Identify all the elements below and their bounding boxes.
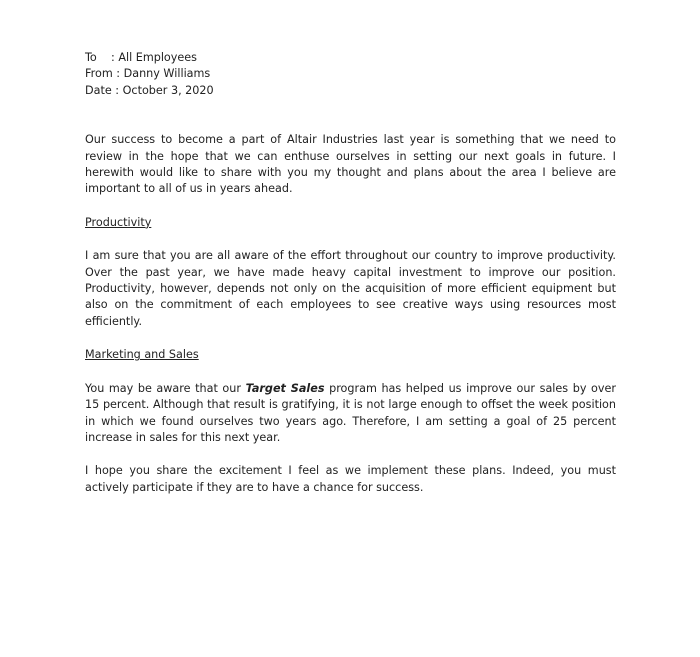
memo-document <box>85 50 616 496</box>
spacer <box>85 330 616 347</box>
spacer <box>85 198 616 215</box>
intro-paragraph: Our success to become a part of Altair Industries last year is something that we need to review in the hope that we can enthuse ourselves in setting our next goals in future. I herewith would like to share with you my thought and plans about the area I believe are important to all of us in years ahead. <box>85 133 616 196</box>
marketing-text-pre: You may be aware that our <box>85 381 246 395</box>
spacer <box>85 364 616 381</box>
target-sales-emphasis: Target Sales <box>245 381 325 395</box>
memo-date-line: Date : October 3, 2020 <box>85 83 214 97</box>
spacer <box>85 446 616 463</box>
productivity-heading: Productivity <box>85 215 152 229</box>
marketing-sales-heading: Marketing and Sales <box>85 348 199 362</box>
memo-to-line: To : All Employees <box>85 51 197 64</box>
spacer <box>85 99 616 132</box>
marketing-sales-paragraph <box>85 381 616 447</box>
productivity-paragraph: I am sure that you are all aware of the effort throughout our country to improve productivity. Over the past year, we have made heavy capital investment to improve our position. Productivity, however, depends not only on the acquisition of more efficient equipment but also on the commitment of each employees to see creative ways using resources most efficiently. <box>85 249 616 328</box>
closing-paragraph: I hope you share the excitement I feel as we implement these plans. Indeed, you must actively participate if they are to have a chance for success. <box>85 464 616 494</box>
spacer <box>85 231 616 248</box>
marketing-text-post: program has helped us improve our sales by over 15 percent. Although that result is gratifying, it is not large enough to offset the week position in which we found ourselves two years ago. Therefore, I am setting a goal of 25 percent increase in sales for this next year. <box>85 381 616 444</box>
memo-from-line: From : Danny Williams <box>85 67 211 81</box>
